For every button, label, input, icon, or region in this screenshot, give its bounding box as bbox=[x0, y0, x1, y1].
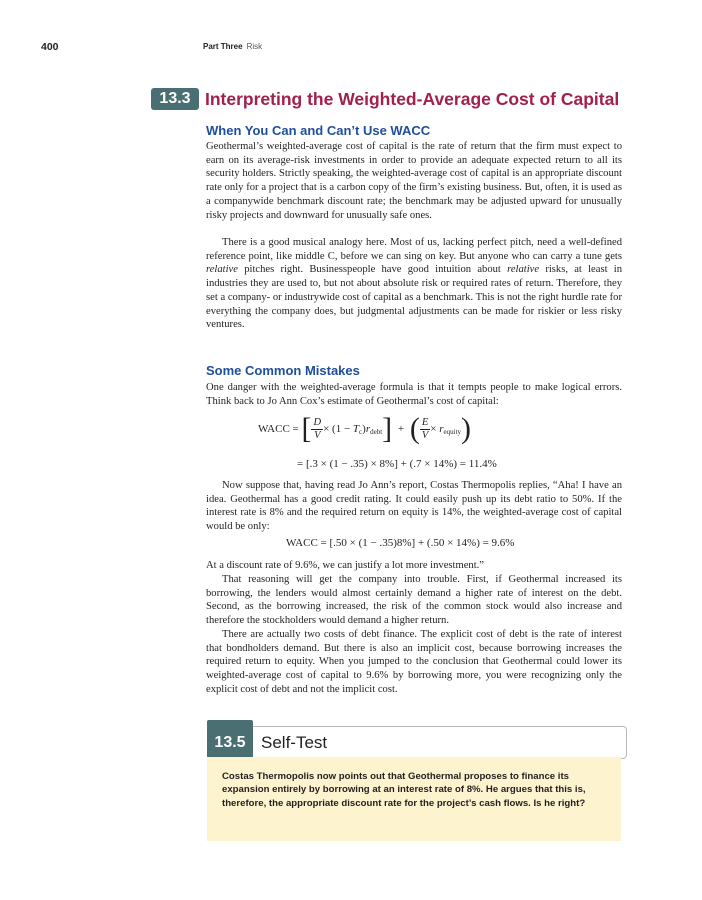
wacc-formula-line1 bbox=[258, 414, 471, 444]
section-number-badge: 13.3 bbox=[151, 88, 199, 110]
formula-times: × bbox=[430, 422, 440, 435]
subsection-heading-wacc-use: When You Can and Can’t Use WACC bbox=[206, 123, 431, 138]
fraction-v: V bbox=[314, 429, 321, 441]
formula-r-equity-sub: equity bbox=[443, 427, 462, 436]
section-title: Interpreting the Weighted-Average Cost of Capital bbox=[205, 89, 620, 109]
wacc-formula-2 bbox=[206, 537, 622, 553]
formula-tax-term bbox=[323, 423, 382, 435]
self-test-title: Self-Test bbox=[261, 733, 328, 752]
formula-tc-sub: c bbox=[359, 427, 363, 436]
section-heading bbox=[151, 88, 691, 110]
paragraph-wacc-definition: Geothermal’s weighted-average cost of capital is the rate of return that the firm must expect to earn on its average-risk investments in order to provide an adequate expected return to all its security holders. Strictly speaking, the weighted-average cost of capital is an appropriate discount rate only for a project that is a carbon copy of the firm’s existing business. But, often, it is used as a companywide benchmark discount rate; the benchmark may be adjusted upward for unusually risky projects and downward for unusually safe ones. bbox=[206, 141, 622, 221]
paragraph-musical-analogy bbox=[206, 236, 622, 332]
left-paren: ( bbox=[409, 412, 420, 445]
subsection-heading-common-mistakes: Some Common Mistakes bbox=[206, 363, 360, 378]
formula-close-paren: ) bbox=[362, 422, 366, 435]
analogy-text-c: risks, at least in industries they are used to, but not about absolute risk or required rates of return. Therefore, they set a company- or industrywide cost of capital as a benchmark. This is not the right hurdle rate for everything the company does, but judgmental adjustments can be made for riskier or less risky ventures. bbox=[206, 264, 623, 331]
paragraph-two-costs: There are actually two costs of debt finance. The explicit cost of debt is the rate of interest that bondholders demand. But there is also an implicit cost, because borrowing increases the required return to equity. When you jumped to the conclusion that Geothermal could lower its weighted-average cost of capital to 9.6% by borrowing more, you were recognizing only the explicit cost of debt and not the implicit cost. bbox=[206, 629, 622, 695]
wacc-formula-line2: = [.3 × (1 − .35) × 8%] + (.7 × 14%) = 11.4% bbox=[297, 458, 497, 470]
self-test-number-badge: 13.5 bbox=[207, 720, 253, 766]
part-label bbox=[203, 42, 262, 51]
right-paren: ) bbox=[461, 412, 472, 445]
fraction-d-over-v bbox=[311, 417, 323, 442]
analogy-emphasis-relative: relative bbox=[206, 264, 238, 276]
formula-equity-term bbox=[430, 423, 461, 435]
running-head bbox=[0, 41, 702, 55]
fraction-v-2: V bbox=[421, 429, 429, 441]
formula-r-debt: r bbox=[365, 422, 371, 435]
formula-tc: T bbox=[352, 422, 360, 435]
wacc-formula bbox=[206, 414, 622, 476]
left-bracket: [ bbox=[301, 412, 312, 445]
fraction-e-over-v bbox=[420, 417, 430, 442]
paragraph-trouble: That reasoning will get the company into trouble. First, if Geothermal increased its borrowing, the lenders would almost certainly demand a higher rate of interest on the debt. Second, as the borrowing increased, the risk of the common stock would also increase and therefore the stockholders would demand a higher return. bbox=[206, 574, 622, 627]
formula-r-equity: r bbox=[439, 422, 444, 435]
formula-times-one-minus: × (1 − bbox=[323, 422, 353, 435]
fraction-e: E bbox=[421, 416, 429, 428]
analogy-text-a: There is a good musical analogy here. Most of us, lacking perfect pitch, need a well-defined reference point, like middle C, before we can sing on key. But anyone who can carry a tune gets bbox=[206, 237, 622, 262]
fraction-d: D bbox=[313, 416, 322, 428]
part-name: Risk bbox=[246, 42, 263, 51]
paragraph-costas-reply: Now suppose that, having read Jo Ann’s report, Costas Thermopolis replies, “Aha! I have an idea. Geothermal has a good credit rating. It could easily push up its debt ratio to 50%. If the interest rate is 8% and the required return on equity is 14%, the weighted-average cost of capital would be only: bbox=[206, 480, 622, 533]
formula-plus: + bbox=[397, 423, 405, 435]
formula-r-debt-sub: debt bbox=[370, 427, 383, 436]
right-bracket: ] bbox=[382, 412, 393, 445]
paragraph-danger: One danger with the weighted-average formula is that it tempts people to make logical errors. Think back to Jo Ann Cox’s estimate of Geothermal’s cost of capital: bbox=[206, 382, 622, 407]
page-number: 400 bbox=[41, 41, 59, 53]
wacc-lhs: WACC = bbox=[258, 423, 299, 435]
self-test-question: Costas Thermopolis now points out that Geothermal proposes to finance its expansion entirely by borrowing at an interest rate of 8%. He argues that this is, therefore, the appropriate discount rate for the project’s cash flows. Is he right? bbox=[222, 771, 586, 809]
paragraph-discount-rate: At a discount rate of 9.6%, we can justify a lot more investment.” bbox=[206, 560, 485, 571]
wacc-formula-2-line: WACC = [.50 × (1 − .35)8%] + (.50 × 14%) = 9.6% bbox=[286, 537, 515, 549]
analogy-text-b: pitches right. Businesspeople have good intuition about bbox=[237, 264, 508, 276]
part-label-text: Part Three bbox=[203, 42, 243, 51]
analogy-emphasis-relative-risks: relative bbox=[507, 264, 540, 276]
